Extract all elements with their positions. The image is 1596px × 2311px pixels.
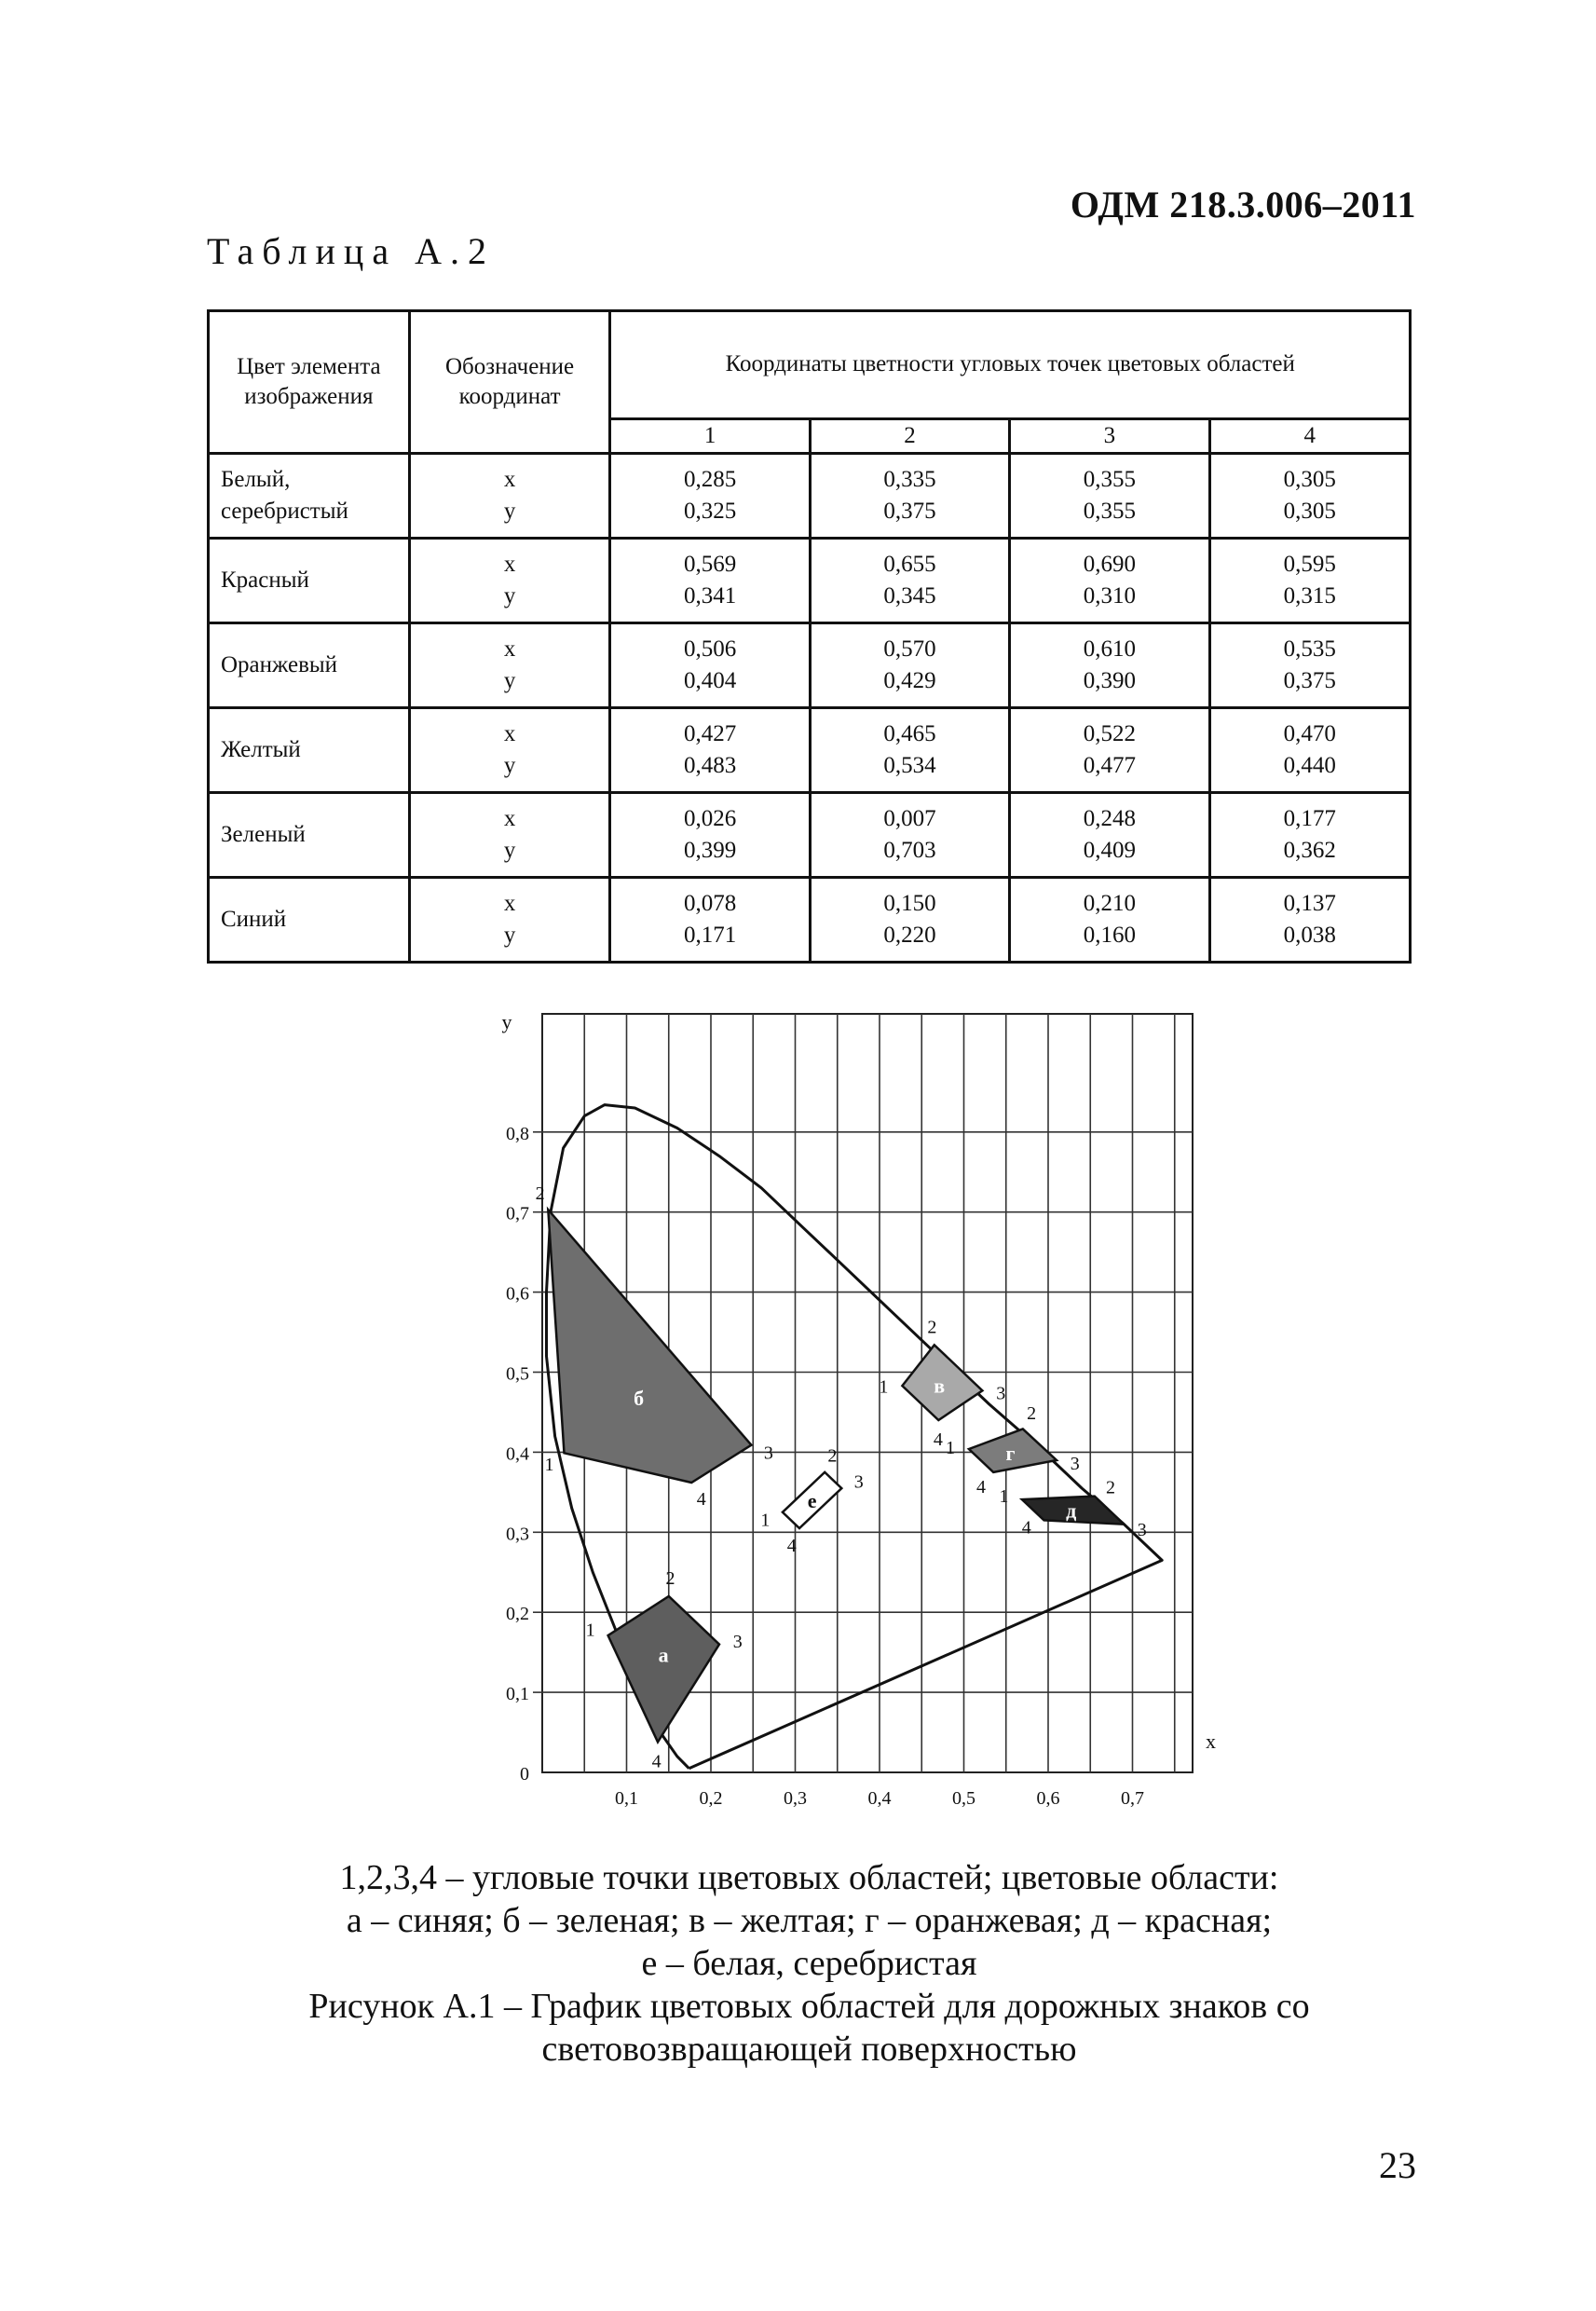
x-value: 0,210: [1083, 891, 1136, 916]
region-label-д: д: [1066, 1498, 1077, 1523]
x-label: x: [503, 806, 516, 831]
x-value: 0,522: [1083, 721, 1136, 746]
y-value: 0,390: [1083, 668, 1136, 693]
figure-title-line-2: световозвращающей поверхностью: [541, 2030, 1077, 2069]
y-tick-label: 0,7: [506, 1203, 529, 1224]
y-axis-label: y: [501, 1010, 512, 1033]
x-axis-label: x: [1206, 1730, 1216, 1753]
y-value: 0,220: [883, 923, 936, 948]
color-region-б: [548, 1210, 751, 1483]
x-value: 0,595: [1283, 552, 1336, 577]
x-tick-label: 0,3: [784, 1788, 807, 1809]
y-value: 0,325: [684, 499, 737, 524]
color-region-а: [608, 1596, 719, 1742]
x-label: x: [503, 467, 516, 492]
document-code: ОДМ 218.3.006–2011: [1070, 184, 1416, 226]
row-color-name: Белый, серебристый: [209, 454, 410, 539]
row-color-name: Желтый: [209, 708, 410, 793]
x-value: 0,610: [1083, 636, 1136, 662]
x-value: 0,470: [1283, 721, 1336, 746]
y-label: y: [503, 838, 516, 863]
y-tick-label: 0,8: [506, 1123, 529, 1144]
x-value: 0,026: [684, 806, 737, 831]
x-tick-label: 0,4: [867, 1788, 892, 1809]
y-value: 0,440: [1283, 753, 1336, 778]
x-value: 0,569: [684, 552, 737, 577]
page-number: 23: [1379, 2144, 1416, 2186]
x-tick-label: 0,5: [952, 1788, 975, 1809]
figure-title-line-1: Рисунок А.1 – График цветовых областей для дорожных знаков со: [308, 1987, 1310, 2026]
vertex-label: 4: [786, 1536, 797, 1557]
x-value: 0,427: [684, 721, 737, 746]
x-value: 0,335: [883, 467, 936, 492]
y-value: 0,399: [684, 838, 737, 863]
x-tick-label: 0,1: [615, 1788, 638, 1809]
header-coord-designation: Обозначение координат: [409, 311, 610, 454]
y-value: 0,362: [1283, 838, 1336, 863]
x-tick-label: 0,6: [1036, 1788, 1060, 1809]
x-value: 0,465: [883, 721, 936, 746]
header-coordinates: Координаты цветности угловых точек цветовых областей: [610, 311, 1411, 419]
x-tick-label: 0,2: [699, 1788, 723, 1809]
y-label: y: [503, 923, 516, 948]
caption-line-3: е – белая, серебристая: [641, 1944, 977, 1983]
y-value: 0,345: [883, 583, 936, 609]
y-value: 0,534: [883, 753, 936, 778]
header-element-color: Цвет элемента изображения: [209, 311, 410, 454]
x-value: 0,305: [1283, 467, 1336, 492]
x-value: 0,355: [1083, 467, 1136, 492]
x-label: x: [503, 636, 516, 662]
vertex-label: 2: [827, 1445, 838, 1467]
y-value: 0,038: [1283, 923, 1336, 948]
x-value: 0,137: [1283, 891, 1336, 916]
y-tick-label: 0,3: [506, 1524, 529, 1545]
region-label-б: б: [634, 1386, 645, 1410]
y-value: 0,315: [1283, 583, 1336, 609]
y-value: 0,341: [684, 583, 737, 609]
row-color-name: Оранжевый: [209, 623, 410, 708]
y-value: 0,375: [883, 499, 936, 524]
caption-line-2: а – синяя; б – зеленая; в – желтая; г – оранжевая; д – красная;: [346, 1901, 1273, 1940]
y-tick-label: 0,6: [506, 1283, 529, 1305]
x-value: 0,655: [883, 552, 936, 577]
y-value: 0,703: [883, 838, 936, 863]
vertex-label: 3: [1137, 1519, 1147, 1540]
vertex-label: 2: [535, 1183, 545, 1205]
vertex-label: 4: [933, 1429, 943, 1451]
header-point-4: 4: [1209, 418, 1410, 453]
vertex-label: 4: [696, 1489, 706, 1511]
y-value: 0,404: [684, 668, 737, 693]
vertex-label: 1: [544, 1455, 554, 1476]
row-color-name: Синий: [209, 878, 410, 963]
y-value: 0,305: [1283, 499, 1336, 524]
x-value: 0,506: [684, 636, 737, 662]
y-tick-label: 0,4: [506, 1443, 529, 1465]
vertex-label: 1: [585, 1620, 595, 1641]
x-value: 0,570: [883, 636, 936, 662]
vertex-label: 3: [763, 1443, 773, 1464]
vertex-label: 4: [651, 1751, 662, 1772]
x-tick-label: 0,7: [1121, 1788, 1144, 1809]
x-label: x: [503, 721, 516, 746]
y-value: 0,477: [1083, 753, 1136, 778]
y-label: y: [503, 583, 516, 609]
vertex-label: 3: [732, 1631, 743, 1652]
y-label: y: [503, 753, 516, 778]
vertex-label: 2: [1027, 1402, 1037, 1424]
header-point-2: 2: [810, 418, 1009, 453]
vertex-label: 3: [1070, 1454, 1080, 1475]
x-value: 0,248: [1083, 806, 1136, 831]
x-value: 0,078: [684, 891, 737, 916]
y-value: 0,375: [1283, 668, 1336, 693]
header-point-3: 3: [1010, 418, 1209, 453]
x-value: 0,285: [684, 467, 737, 492]
vertex-label: 4: [1021, 1517, 1031, 1538]
y-tick-label: 0,5: [506, 1363, 529, 1385]
vertex-label: 1: [879, 1376, 889, 1398]
vertex-label: 3: [853, 1471, 864, 1493]
x-value: 0,690: [1083, 552, 1136, 577]
y-value: 0,409: [1083, 838, 1136, 863]
y-label: y: [503, 499, 516, 524]
row-color-name: Зеленый: [209, 793, 410, 878]
y-tick-label: 0,2: [506, 1604, 529, 1625]
x-value: 0,007: [883, 806, 936, 831]
y-value: 0,483: [684, 753, 737, 778]
region-label-в: в: [934, 1374, 946, 1398]
y-tick-label: 0: [520, 1764, 529, 1785]
x-label: x: [503, 891, 516, 916]
caption-line-1: 1,2,3,4 – угловые точки цветовых областей; цветовые области:: [339, 1858, 1279, 1897]
x-value: 0,150: [883, 891, 936, 916]
row-color-name: Красный: [209, 539, 410, 623]
y-value: 0,310: [1083, 583, 1136, 609]
vertex-label: 2: [1106, 1477, 1116, 1498]
y-value: 0,429: [883, 668, 936, 693]
vertex-label: 1: [760, 1510, 771, 1531]
y-tick-label: 0,1: [506, 1684, 529, 1705]
x-label: x: [503, 552, 516, 577]
x-value: 0,535: [1283, 636, 1336, 662]
vertex-label: 3: [996, 1383, 1006, 1404]
y-value: 0,355: [1083, 499, 1136, 524]
vertex-label: 4: [976, 1476, 987, 1497]
region-label-г: г: [1005, 1441, 1016, 1465]
region-label-е: е: [807, 1488, 817, 1512]
x-value: 0,177: [1283, 806, 1336, 831]
y-value: 0,160: [1083, 923, 1136, 948]
vertex-label: 1: [946, 1438, 956, 1459]
y-value: 0,171: [684, 923, 737, 948]
vertex-label: 2: [665, 1568, 675, 1590]
vertex-label: 2: [927, 1317, 937, 1338]
table-title: Таблица А.2: [207, 230, 495, 272]
vertex-label: 1: [999, 1485, 1009, 1507]
y-label: y: [503, 668, 516, 693]
region-label-а: а: [658, 1643, 669, 1667]
header-point-1: 1: [610, 418, 810, 453]
